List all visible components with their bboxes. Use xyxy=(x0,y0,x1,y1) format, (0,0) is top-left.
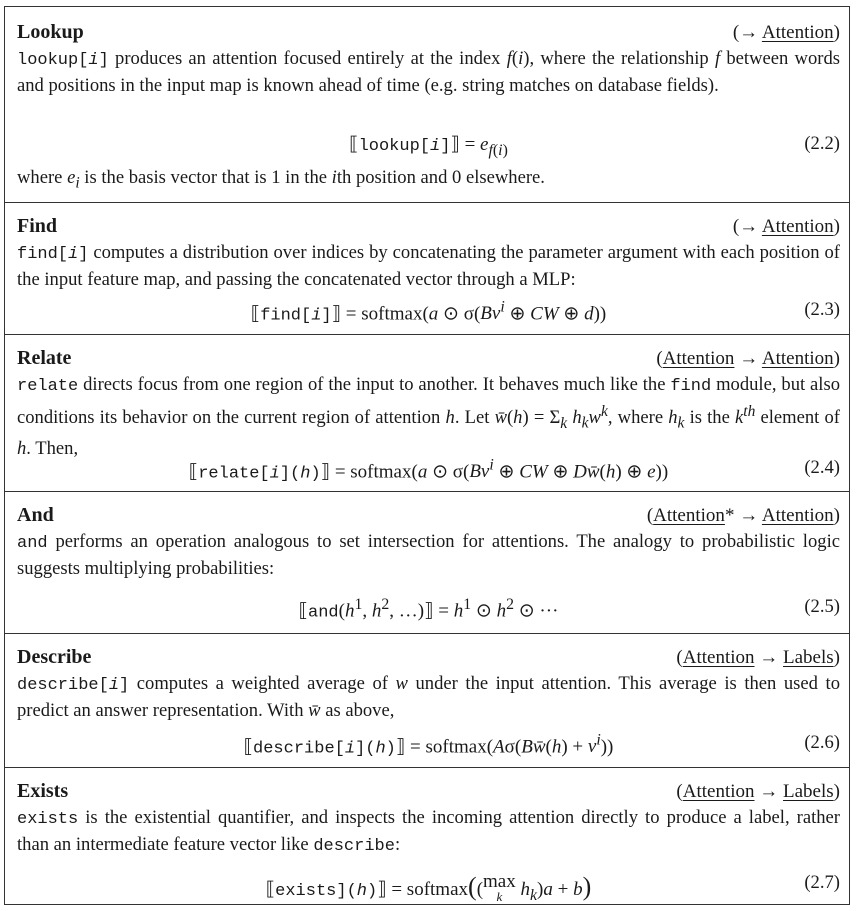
module-title: And xyxy=(17,504,54,526)
module-title: Relate xyxy=(17,347,72,369)
module-and xyxy=(5,492,849,634)
module-signature: (→ Attention) xyxy=(732,216,840,237)
module-lookup xyxy=(5,7,849,203)
module-signature: (Attention* → Attention) xyxy=(646,505,840,526)
equation-expression: ⟦lookup[i]⟧ = $e_{f(i)}$ xyxy=(349,134,508,159)
equation-expression: ⟦describe[i](h)⟧ = softmax(Aσ(Bw̄(h) + $v^i$)) xyxy=(243,732,614,759)
equation xyxy=(17,299,840,327)
module-note: where $e_i$ is the basis vector that is 1 in the ith position and 0 elsewhere. xyxy=(17,167,545,192)
module-description: lookup[i] produces an attention focused entirely at the index f(i), where the relationship f between words and positions in the input map is known ahead of time (e.g. string matches on database fields). xyxy=(17,48,841,96)
module-description: and performs an operation analogous to set intersection for attentions. The analogy to probabilistic logic suggests multiplying probabilities: xyxy=(17,531,840,579)
module-definitions-box xyxy=(4,6,850,905)
module-signature: (Attention → Attention) xyxy=(656,348,840,369)
module-find xyxy=(5,203,849,335)
module-describe xyxy=(5,634,849,768)
module-relate xyxy=(5,335,849,492)
module-signature: (→ Attention) xyxy=(732,22,840,43)
module-title: Describe xyxy=(17,646,92,668)
equation-expression: ⟦exists](h)⟧ = softmax((max k $h_k)a + b$) xyxy=(265,871,592,904)
equation-expression: ⟦find[i]⟧ = softmax(a ⊙ σ(Bv$^i$ ⊕ CW ⊕ d)) xyxy=(250,299,607,326)
equation-expression: $⟦and(h^1$, $h^2$, …)⟧ = $h^1$ ⊙ $h^2$ ⊙ ··· xyxy=(298,596,559,623)
module-title: Exists xyxy=(17,780,69,802)
module-title: Lookup xyxy=(17,21,84,43)
equation-number: (2.6) xyxy=(804,732,840,753)
equation-number: (2.7) xyxy=(804,872,840,893)
module-title: Find xyxy=(17,215,58,237)
equation xyxy=(17,457,840,485)
module-exists xyxy=(5,768,849,906)
equation-expression: ⟦relate[i](h)⟧ = softmax(a ⊙ σ(Bv$^i$ ⊕ CW ⊕ Dw̄(h) ⊕ e)) xyxy=(188,457,669,484)
equation xyxy=(17,133,840,161)
equation xyxy=(17,732,840,760)
module-signature: (Attention → Labels) xyxy=(676,781,840,802)
module-signature: (Attention → Labels) xyxy=(676,647,840,668)
equation xyxy=(17,871,840,904)
equation-number: (2.5) xyxy=(804,596,840,617)
module-description: find[i] computes a distribution over indices by concatenating the parameter argument with each position of the input feature map, and passing the concatenated vector through a MLP: xyxy=(17,242,840,290)
module-description: relate directs focus from one region of the input to another. It behaves much like the find module, but also conditions its behavior on the current region of attention h. Let w̄(h) = $\Sigma_k$ $h_kw^k$, where $h_k$ is the $k^{th}$ element of h. Then, xyxy=(17,374,841,459)
equation-number: (2.4) xyxy=(804,457,840,478)
equation-number: (2.2) xyxy=(804,133,840,154)
module-description: describe[i] computes a weighted average of w under the input attention. This average is then used to predict an answer representation. With w̄ as above, xyxy=(17,673,840,721)
module-description: exists is the existential quantifier, and inspects the incoming attention directly to produce a label, rather than an intermediate feature vector like describe: xyxy=(17,807,840,856)
equation-number: (2.3) xyxy=(804,299,840,320)
equation xyxy=(17,596,840,624)
